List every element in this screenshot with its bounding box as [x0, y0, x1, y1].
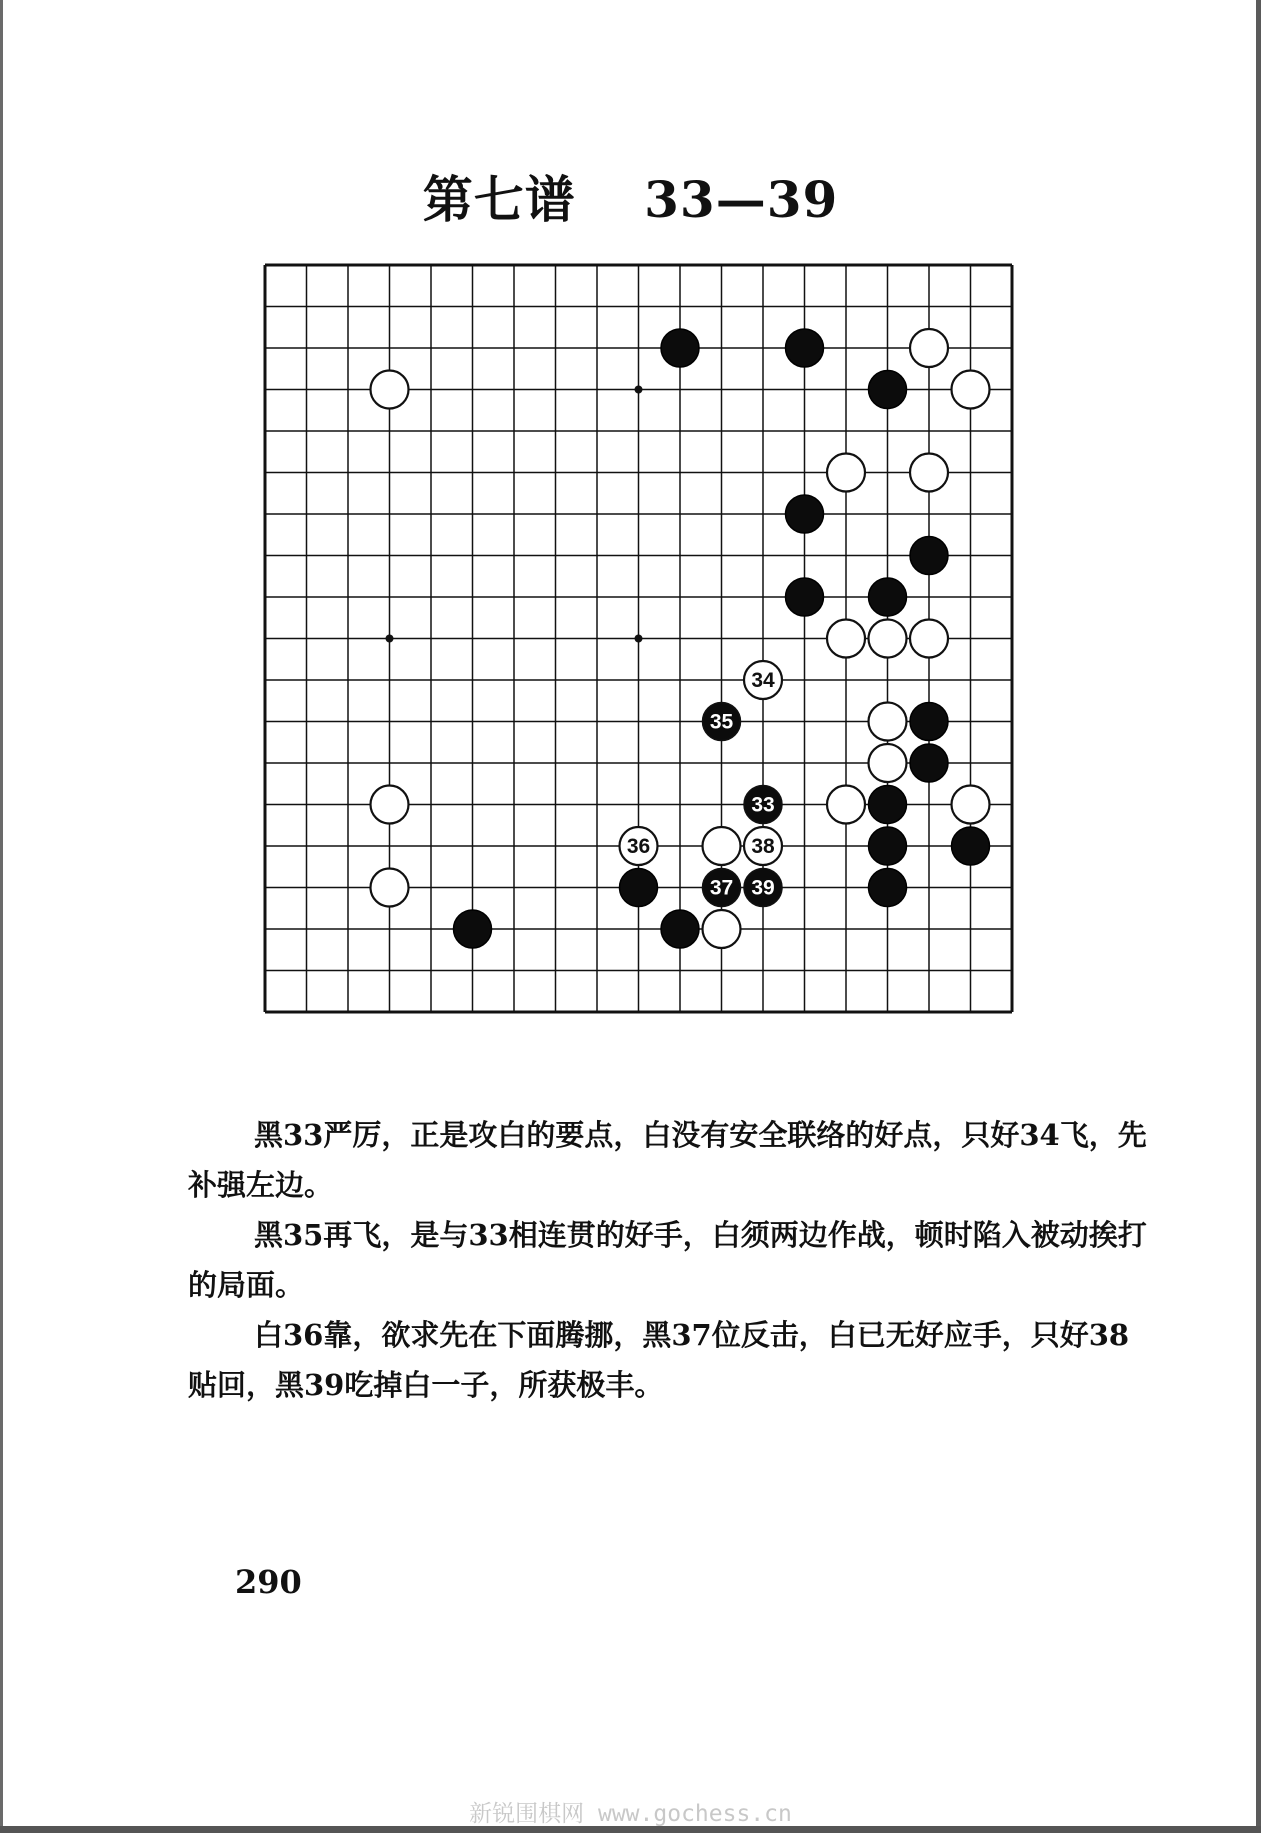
go-board-diagram	[250, 250, 1030, 1030]
move-number-label: 38	[751, 835, 775, 858]
black-stone	[661, 910, 699, 948]
black-stone	[910, 537, 948, 575]
black-stone	[869, 786, 907, 824]
black-stone	[952, 827, 990, 865]
white-stone	[869, 703, 907, 741]
black-stone	[786, 495, 824, 533]
white-stone	[827, 620, 865, 658]
commentary-paragraph-1: 黑33严厉，正是攻白的要点，白没有安全联络的好点，只好34飞，先补强左边。	[188, 1118, 1147, 1202]
black-stone	[910, 703, 948, 741]
diagram-title-label: 第七谱	[422, 170, 576, 229]
move-number-label: 34	[751, 669, 775, 692]
move-number-label: 35	[709, 710, 734, 734]
page-number: 290	[235, 1563, 302, 1601]
hoshi-point	[635, 635, 643, 643]
black-stone	[869, 869, 907, 907]
black-stone	[910, 744, 948, 782]
white-stone	[827, 786, 865, 824]
white-stone	[371, 869, 409, 907]
white-stone	[869, 744, 907, 782]
commentary-text	[188, 1110, 1148, 1410]
move-number-label: 37	[709, 876, 734, 900]
scan-border-right	[1256, 0, 1261, 1833]
move-number-label: 39	[751, 876, 775, 900]
black-stone	[786, 329, 824, 367]
black-stone	[661, 329, 699, 367]
scan-border-left	[0, 0, 3, 1833]
white-stone	[910, 620, 948, 658]
move-number-label: 36	[626, 835, 651, 858]
watermark: 新锐围棋网 www.gochess.cn	[469, 1801, 792, 1827]
white-stone	[371, 786, 409, 824]
hoshi-point	[386, 635, 394, 643]
move-number-label: 33	[751, 793, 775, 817]
diagram-title	[0, 160, 1261, 232]
white-stone	[703, 827, 741, 865]
commentary-paragraph-3: 白36靠，欲求先在下面腾挪，黑37位反击，白已无好应手，只好38贴回，黑39吃掉白一子，所获极丰。	[188, 1318, 1130, 1402]
white-stone	[827, 454, 865, 492]
white-stone	[952, 371, 990, 409]
white-stone	[952, 786, 990, 824]
white-stone	[703, 910, 741, 948]
white-stone	[910, 329, 948, 367]
black-stone	[620, 869, 658, 907]
white-stone	[869, 620, 907, 658]
hoshi-point	[635, 386, 643, 394]
black-stone	[869, 578, 907, 616]
black-stone	[454, 910, 492, 948]
black-stone	[786, 578, 824, 616]
white-stone	[910, 454, 948, 492]
black-stone	[869, 371, 907, 409]
black-stone	[869, 827, 907, 865]
diagram-move-range: 33—39	[644, 170, 839, 229]
white-stone	[371, 371, 409, 409]
commentary-paragraph-2: 黑35再飞，是与33相连贯的好手，白须两边作战，顿时陷入被动挨打的局面。	[188, 1218, 1147, 1302]
